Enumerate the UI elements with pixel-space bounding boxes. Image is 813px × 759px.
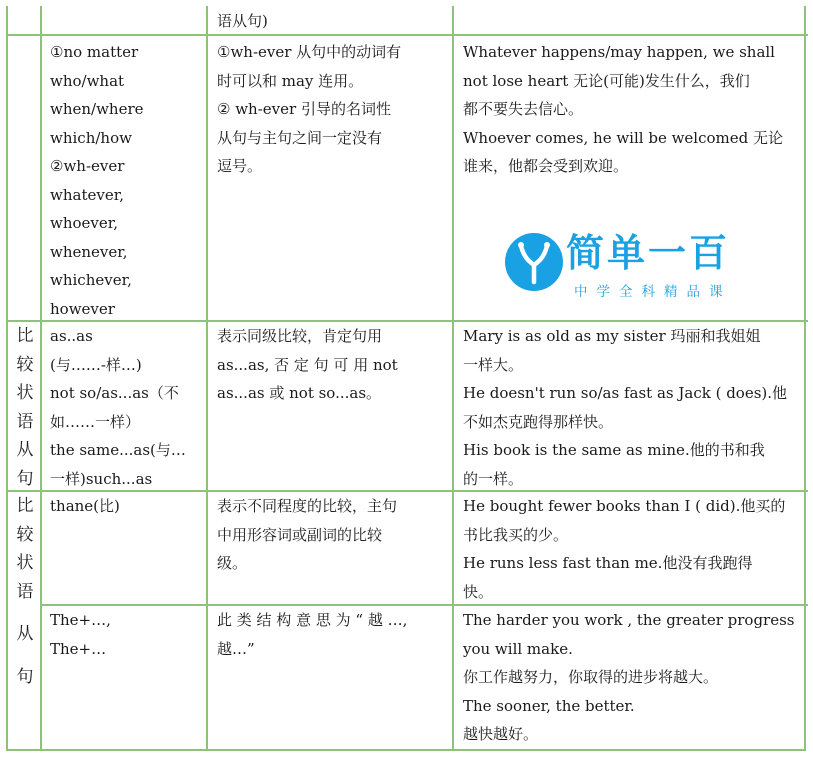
usage-line: 级。 <box>217 554 248 572</box>
usage-cell <box>217 322 449 408</box>
example-line: 谁来，他都会受到欢迎。 <box>463 157 629 175</box>
example-line: 书比我买的少。 <box>463 525 569 544</box>
brand-logo <box>504 228 768 308</box>
connector-line: whoever, <box>50 214 119 232</box>
examples-cell <box>463 322 803 493</box>
usage-line: as...as, 否 定 句 可 用 not <box>217 355 398 374</box>
example-line: 快。 <box>463 582 494 601</box>
example-line: The harder you work , the greater progress <box>463 611 795 629</box>
connector-line: whichever, <box>50 271 132 289</box>
column-divider <box>40 6 42 751</box>
connector-line: which/how <box>50 128 132 147</box>
example-line: 越快越好。 <box>463 725 539 743</box>
usage-cell <box>217 606 449 663</box>
connector-line: whatever, <box>50 185 124 204</box>
usage-cell <box>217 7 449 36</box>
usage-line: 表示不同程度的比较，主句 <box>217 497 398 515</box>
examples-cell <box>463 492 803 606</box>
column-divider <box>452 6 454 751</box>
connectors-cell <box>50 606 204 663</box>
usage-line: 表示同级比较，肯定句用 <box>217 327 383 345</box>
connector-line: who/what <box>50 71 125 90</box>
connector-line: 一样)such...as <box>50 469 153 488</box>
connector-line: The+…, <box>50 611 111 629</box>
connector-line: not so/as...as（不 <box>50 384 179 402</box>
usage-cell <box>217 492 449 578</box>
connectors-cell <box>50 322 204 493</box>
example-line: you will make. <box>463 639 573 658</box>
example-line: 都不要失去信心。 <box>463 100 584 118</box>
example-line: Whatever happens/may happen, we shall <box>463 43 775 61</box>
example-line: 一样大。 <box>463 355 524 374</box>
connector-line: The+… <box>50 639 107 658</box>
example-line: 的一样。 <box>463 469 524 488</box>
example-line: 不如杰克跑得那样快。 <box>463 412 614 431</box>
example-line: He runs less fast than me.他没有我跑得 <box>463 554 753 572</box>
example-line: He bought fewer books than I ( did).他买的 <box>463 497 786 515</box>
usage-cell <box>217 38 449 181</box>
logo-wordmark: 简单一百 <box>566 231 731 275</box>
usage-line: as...as 或 not so...as。 <box>217 384 382 402</box>
example-line: Mary is as old as my sister 玛丽和我姐姐 <box>463 327 761 345</box>
usage-line: ② wh-ever 引导的名词性 <box>217 100 391 118</box>
connector-line: the same...as(与… <box>50 441 186 459</box>
logo-y-icon <box>504 232 564 292</box>
example-line: not lose heart 无论(可能)发生什么，我们 <box>463 71 750 90</box>
connector-line: when/where <box>50 100 144 118</box>
example-line: He doesn't run so/as fast as Jack ( does).他 <box>463 384 788 402</box>
example-line: His book is the same as mine.他的书和我 <box>463 441 765 459</box>
column-divider <box>206 6 208 751</box>
connector-line: (与……-样…) <box>50 355 142 374</box>
example-line: 你工作越努力，你取得的进步将越大。 <box>463 668 719 686</box>
connectors-cell <box>50 38 204 323</box>
usage-line: ①wh-ever 从句中的动词有 <box>217 43 402 61</box>
usage-line: 语从句) <box>217 12 268 30</box>
examples-cell <box>463 606 803 749</box>
connector-line: 如……一样） <box>50 412 141 431</box>
connector-line: as..as <box>50 327 93 345</box>
category-label: 比 较 状 语 从 句 <box>16 496 34 687</box>
connectors-cell <box>50 492 204 521</box>
usage-line: 中用形容词或副词的比较 <box>217 525 383 544</box>
connector-line: however <box>50 299 115 318</box>
grammar-table <box>6 6 806 751</box>
usage-line: 此 类 结 构 意 思 为 “ 越 …, <box>217 611 408 629</box>
examples-cell <box>463 38 803 181</box>
connector-line: whenever, <box>50 242 128 261</box>
usage-line: 逗号。 <box>217 157 263 175</box>
category-label: 比 较 状 语 从 句 <box>16 326 34 489</box>
usage-line: 越…” <box>217 639 255 658</box>
usage-line: 时可以和 may 连用。 <box>217 71 364 90</box>
example-line: The sooner, the better. <box>463 696 635 715</box>
connector-line: thane(比) <box>50 497 120 515</box>
example-line: Whoever comes, he will be welcomed 无论 <box>463 128 784 147</box>
usage-line: 从句与主句之间一定没有 <box>217 128 383 147</box>
logo-tagline: 中学全科精品课 <box>574 284 732 300</box>
connector-line: ①no matter <box>50 43 139 61</box>
connector-line: ②wh-ever <box>50 157 125 175</box>
